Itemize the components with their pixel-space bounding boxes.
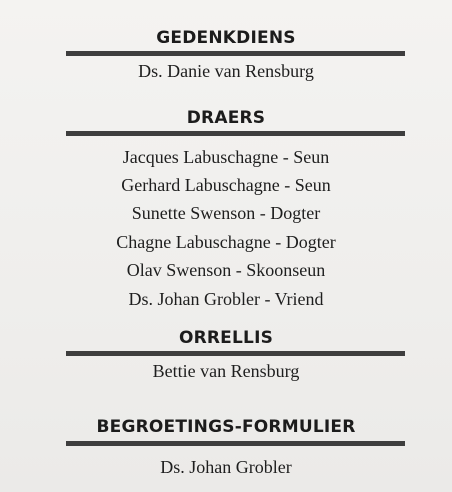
section-divider [66,51,405,56]
draers-line: Olav Swenson - Skoonseun [126,260,326,280]
orrellis-line: Bettie van Rensburg [152,361,300,381]
section-heading-draers: DRAERS [186,108,266,128]
section-heading-begroetings-formulier: BEGROETINGS-FORMULIER [96,417,356,437]
draers-line: Jacques Labuschagne - Seun [122,147,330,167]
section-heading-orrellis: ORRELLIS [178,328,274,348]
section-divider [66,131,405,136]
draers-line: Gerhard Labuschagne - Seun [121,175,331,195]
section-divider [66,351,405,356]
gedenkdiens-line: Ds. Danie van Rensburg [138,61,314,81]
section-divider [66,441,405,446]
draers-line: Sunette Swenson - Dogter [131,203,321,223]
draers-line: Chagne Labuschagne - Dogter [116,232,336,252]
section-heading-gedenkdiens: GEDENKDIENS [156,28,296,48]
begroetings-formulier-line: Ds. Johan Grobler [160,457,292,477]
draers-line: Ds. Johan Grobler - Vriend [128,289,324,309]
